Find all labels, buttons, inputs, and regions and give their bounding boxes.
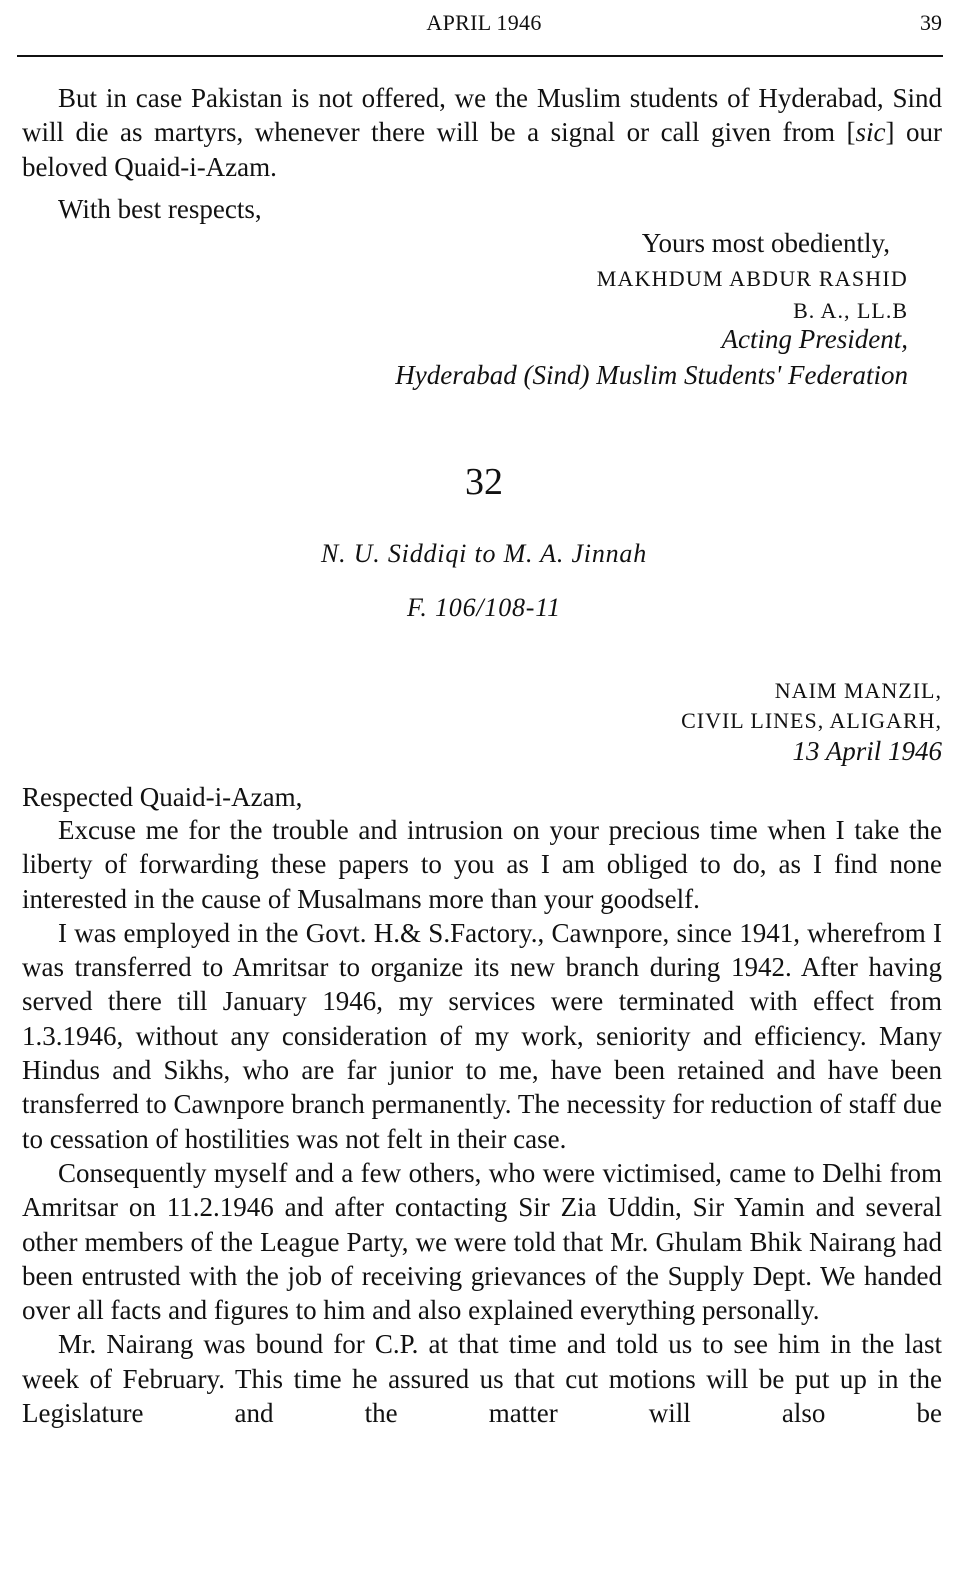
- valediction: With best respects,: [58, 194, 262, 224]
- body-paragraph-1: Excuse me for the trouble and intrusion on your precious time when I take the liberty of forwarding these papers to you as I am obliged to do, as I find none interested in the cause of Musalmans more than your goodself.: [22, 815, 942, 914]
- letter-date: 13 April 1946: [792, 736, 942, 766]
- closing-paragraph-after-sic: ] our beloved Quaid-i-Azam.: [22, 117, 942, 182]
- complimentary-close: Yours most obediently,: [641, 228, 890, 258]
- document-title: N. U. Siddiqi to M. A. Jinnah: [320, 539, 648, 568]
- body-paragraph-3: Consequently myself and a few others, who were victimised, came to Delhi from Amritsar on 11.2.1946 and after contacting Sir Zia Uddin, Sir Yamin and several other members of the League Party, we were told that Mr. Ghulam Bhik Nairang had been entrusted with the job of receiving grievances of the Supply Dept. We handed over all facts and figures to him and also explained everything personally.: [22, 1157, 942, 1326]
- address-line-1: NAIM MANZIL,: [774, 678, 942, 703]
- page-number: 39: [920, 10, 942, 35]
- document-number: 32: [465, 461, 503, 503]
- salutation: Respected Quaid-i-Azam,: [22, 782, 303, 812]
- signatory-organization: Hyderabad (Sind) Muslim Students' Federation: [395, 360, 908, 390]
- body-paragraph-4: Mr. Nairang was bound for C.P. at that time and told us to see him in the last week of February. This time he assured us that cut motions will be put up in the Legislature and the matter will also be: [22, 1329, 942, 1429]
- previous-document-closing: [22, 81, 942, 184]
- running-head-title: APRIL 1946: [426, 10, 542, 35]
- document-reference: F. 106/108-11: [407, 593, 561, 622]
- signatory-role: Acting President,: [721, 324, 908, 354]
- header-rule: [17, 55, 943, 57]
- signatory-name: MAKHDUM ABDUR RASHID: [596, 266, 908, 291]
- running-head: [0, 6, 968, 40]
- letter-body: [22, 813, 942, 1430]
- address-line-2: CIVIL LINES, ALIGARH,: [681, 708, 942, 733]
- sic-notation: sic: [855, 117, 886, 148]
- body-paragraph-2: I was employed in the Govt. H.& S.Factory., Cawnpore, since 1941, wherefrom I was transferred to Amritsar to organize its new branch during 1942. After having served there till January 1946, my services were terminated with effect from 1.3.1946, without any consideration of my work, seniority and efficiency. Many Hindus and Sikhs, who are far junior to me, have been retained and have been transferred to Cawnpore branch permanently. The necessity for reduction of staff due to cessation of hostilities was not felt in their case.: [22, 917, 942, 1154]
- closing-paragraph: [22, 81, 942, 184]
- closing-paragraph-before-sic: But in case Pakistan is not offered, we the Muslim students of Hyderabad, Sind will die as martyrs, whenever there will be a signal or call given from [: [22, 83, 942, 148]
- signatory-degrees: B. A., LL.B: [793, 298, 908, 323]
